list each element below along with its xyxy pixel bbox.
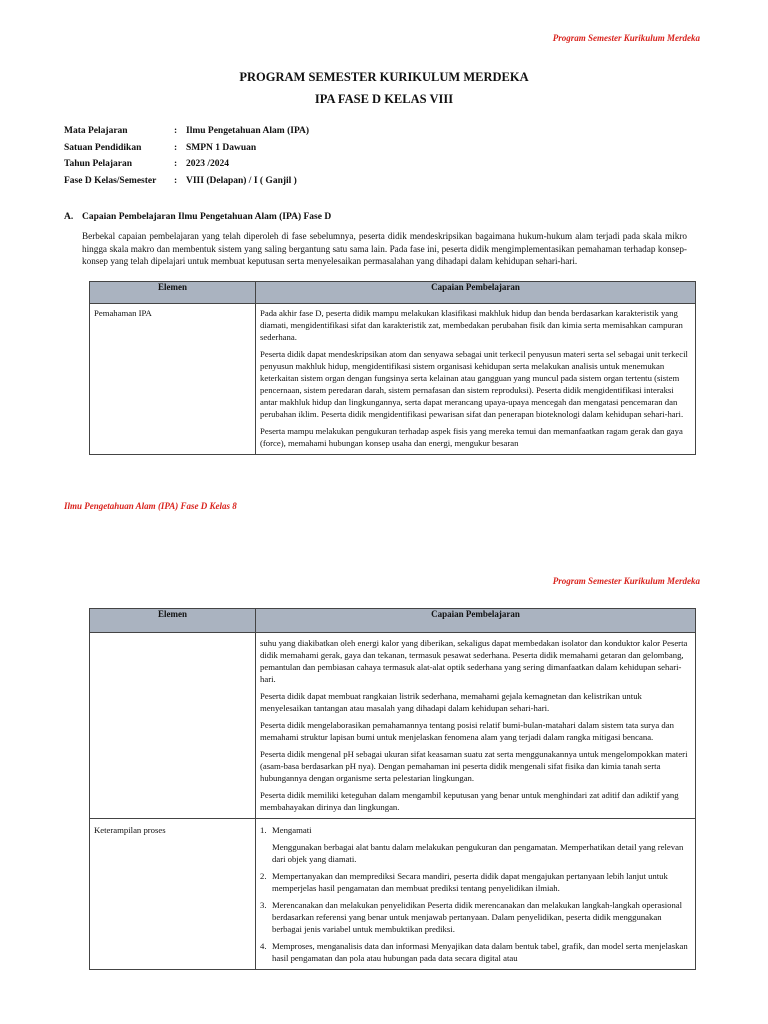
identity-block [64,126,309,192]
capaian-cell: suhu yang diakibatkan oleh energi kalor yang diberikan, sekaligus dapat membedakan isolator dan konduktor kalor Peserta didik memahami gerak, gaya dan tekanan, termasuk pesawat sederhana. Peserta didik memahami getaran dan gelombang, pemantulan dan pembiasan cahaya termasuk alat-alat optik sederhana yang sering dimanfaatkan dalam kehidupan sehari-hari. Peserta didik dapat membuat rangkaian listrik sederhana, memahami gejala kemagnetan dan kelistrikan untuk menyelesaikan tantangan atau masalah yang dihadapi dalam kehidupan sehari-hari. Peserta didik mengelaborasikan pemahamannya tentang posisi relatif bumi-bulan-matahari dalam sistem tata surya dan memahami struktur lapisan bumi untuk menjelaskan fenomena alam yang terjadi dalam rangka mitigasi bencana. Peserta didik mengenal pH sebagai ukuran sifat keasaman suatu zat serta menggunakannya untuk mengelompokkan materi (asam-basa berdasarkan pH nya). Dengan pemahaman ini peserta didik mengenali sifat fisika dan kimia tanah serta hubungannya dengan organisme serta pelestarian lingkungan. Peserta didik memiliki keteguhan dalam mengambil keputusan yang benar untuk menghindari zat aditif dan adiktif yang membahayakan dirinya dan lingkungan. [256,633,696,819]
cp-table-page2 [89,608,696,1024]
page-header-tag: Program Semester Kurikulum Merdeka [552,33,700,43]
intro-paragraph: Berbekal capaian pembelajaran yang telah diperoleh di fase sebelumnya, peserta didik mendeskripsikan bagaimana hukum-hukum alam terjadi pada skala mikro hingga skala makro dan membentuk sistem yang saling bergantung satu sama lain. Pada fase ini, peserta didik mengimplementasikan pemahaman terhadap konsep-konsep yang telah dipelajari untuk membuat keputusan serta menyelesaikan permasalahan yang dihadapi dalam kehidupan sehari-hari. [82,231,687,266]
meta-row-class: Fase D Kelas/Semester : VIII (Delapan) / I ( Ganjil ) [64,175,297,186]
table-header-capaian: Capaian Pembelajaran [256,282,696,304]
cp-table-page1 [89,281,696,471]
table-row [90,304,696,455]
document-subtitle: IPA FASE D KELAS VIII [314,92,454,106]
section-heading: A. Capaian Pembelajaran Ilmu Pengetahuan Alam (IPA) Fase D [64,212,332,222]
page-footer-tag: Ilmu Pengetahuan Alam (IPA) Fase D Kelas 8 [64,501,237,511]
table-header-elemen: Elemen [90,609,256,633]
list-item: 2. Mempertanyakan dan memprediksi Secara mandiri, peserta didik dapat mengajukan pertanyaan lebih lanjut untuk memperjelas hasil pengamatan dan membuat prediksi tentang penyelidikan ilmiah. [260,871,668,893]
table-row [90,633,696,819]
table-header-elemen: Elemen [90,282,256,304]
capaian-cell: Pada akhir fase D, peserta didik mampu melakukan klasifikasi makhluk hidup dan benda berdasarkan karakteristik yang diamati, mengidentifikasi sifat dan karakteristik zat, membedakan perubahan fisik dan kimia serta memisahkan campuran sederhana. Peserta didik dapat mendeskripsikan atom dan senyawa sebagai unit terkecil penyusun materi serta sel sebagai unit terkecil penyusun makhluk hidup, mengidentifikasi sistem organisasi kehidupan serta melakukan analisis untuk menemukan keterkaitan sistem organ dengan fungsinya serta kelainan atau gangguan yang muncul pada sistem organ tertentu (sistem pencernaan, sistem peredaran darah, sistem pernafasan dan sistem reproduksi). Peserta didik mengidentifikasi interaksi antar makhluk hidup dan lingkungannya, serta dapat merancang upaya-upaya mencegah dan mengatasi pencemaran dan perubahan iklim. Peserta didik mengidentifikasi pewarisan sifat dan penerapan bioteknologi dalam kehidupan sehari-hari. Peserta mampu melakukan pengukuran terhadap aspek fisis yang mereka temui dan memanfaatkan ragam gerak dan gaya (force), memahami hubungan konsep usaha dan energi, mengukur besaran [256,304,696,455]
element-cell [90,633,256,819]
document-title: PROGRAM SEMESTER KURIKULUM MERDEKA [239,70,529,84]
list-item: 1. Mengamati [260,825,312,835]
meta-row-year: Tahun Pelajaran : 2023 /2024 [64,159,230,169]
meta-row-school: Satuan Pendidikan : SMPN 1 Dawuan [64,142,257,153]
table-header-capaian: Capaian Pembelajaran [256,609,696,633]
table-row [90,819,696,970]
element-cell: Pemahaman IPA [90,304,256,455]
list-item-body: Menggunakan berbagai alat bantu dalam melakukan pengukuran dan pengamatan. Memperhatikan detail yang relevan dari objek yang diamati. [272,842,684,864]
list-item: 4. Memproses, menganalisis data dan informasi Menyajikan data dalam bentuk tabel, grafik, dan model serta menjelaskan hasil pengamatan dan pola atau hubungan pada data secara digital atau [260,941,688,963]
meta-row-subject: Mata Pelajaran : Ilmu Pengetahuan Alam (IPA) [64,126,310,136]
page-header-tag: Program Semester Kurikulum Merdeka [552,576,700,586]
element-cell: Keterampilan proses [90,819,256,970]
list-item: 3. Merencanakan dan melakukan penyelidikan Peserta didik merencanakan dan melakukan langkah-langkah operasional berdasarkan referensi yang benar untuk menjawab pertanyaan. Dalam penyelidikan, peserta didik menggunakan berbagai jenis variabel untuk membuktikan prediksi. [260,900,683,934]
capaian-cell [256,819,696,970]
